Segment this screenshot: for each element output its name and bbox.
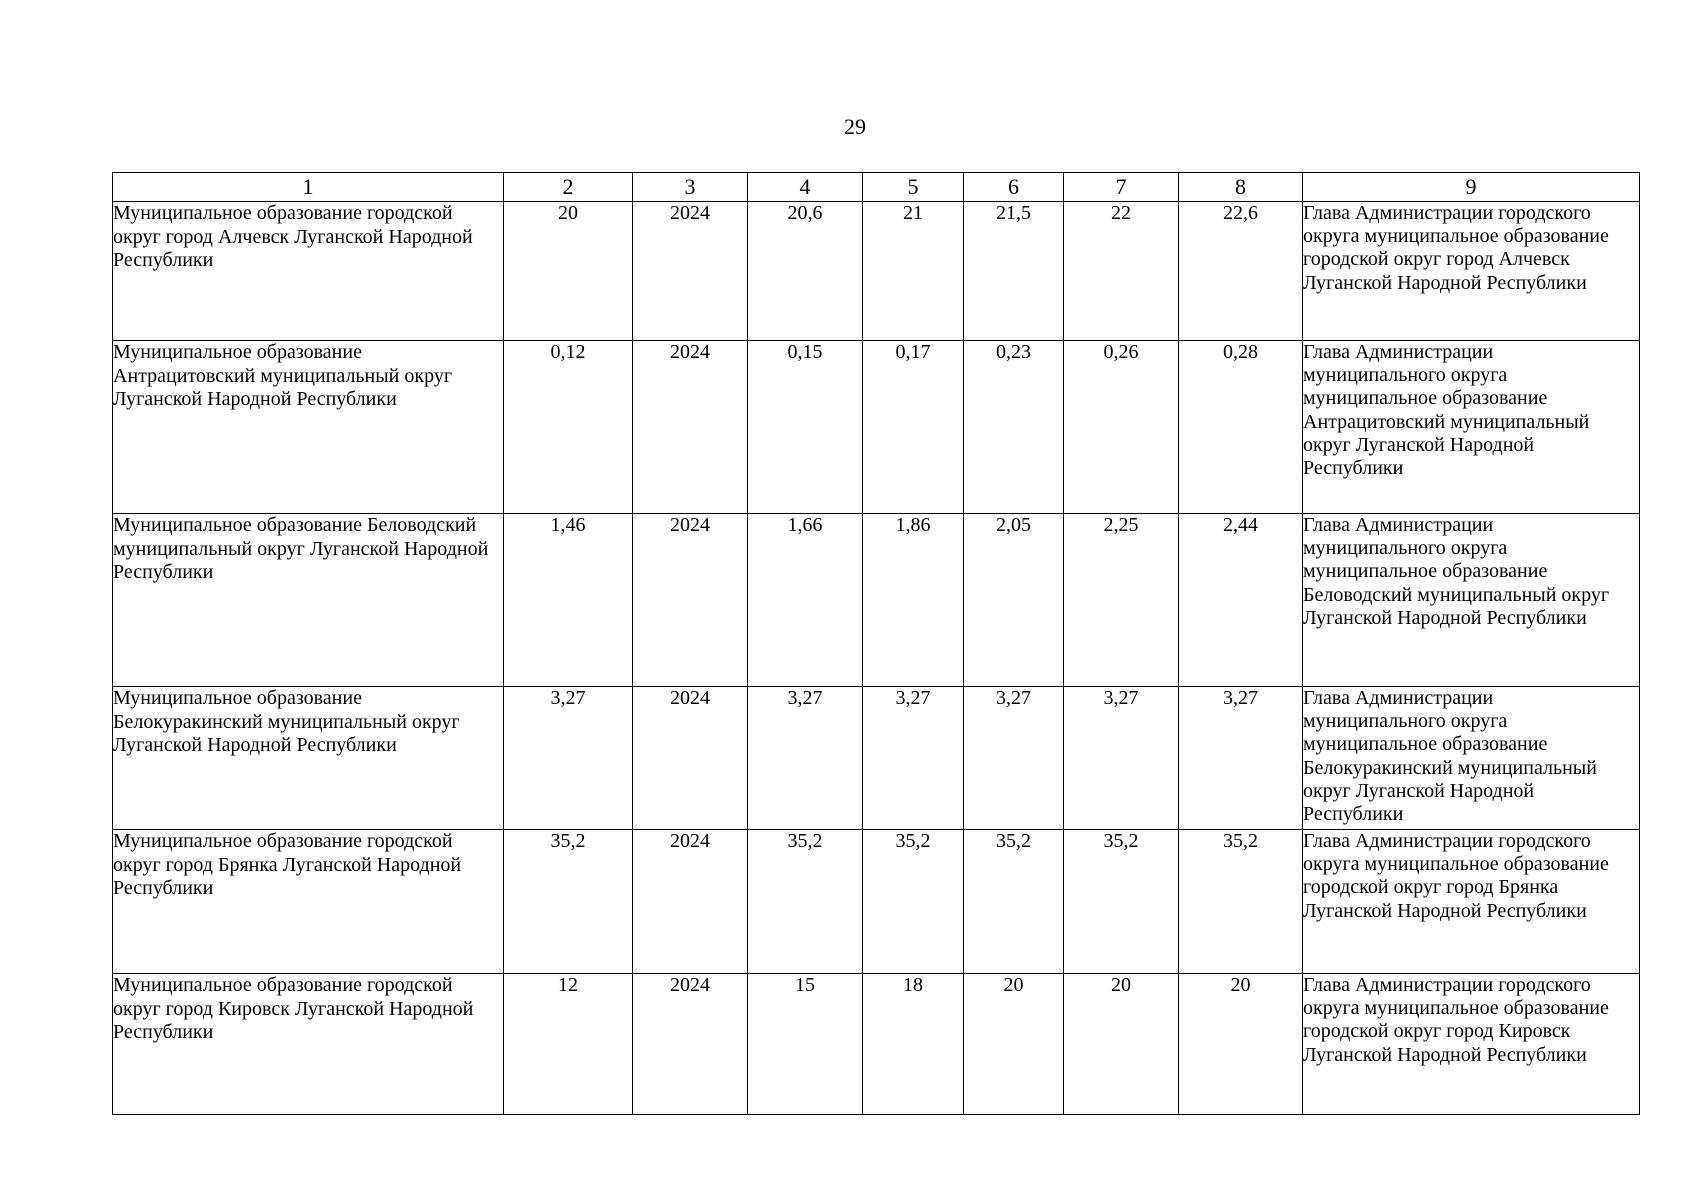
value-cell: 3,27 <box>504 687 633 830</box>
value-cell: 0,28 <box>1179 341 1303 514</box>
table-row <box>113 974 1640 1115</box>
value-cell: 2,25 <box>1064 514 1179 687</box>
column-header: 9 <box>1303 173 1640 202</box>
value-cell: 2024 <box>633 341 748 514</box>
value-cell: 3,27 <box>964 687 1064 830</box>
responsible-cell: Глава Администрации муниципального округа муниципальное образование Антрацитовский муниципальный округ Луганской Народной Республики <box>1303 341 1640 514</box>
value-cell: 20 <box>1179 974 1303 1115</box>
responsible-cell: Глава Администрации городского округа муниципальное образование городской округ город Брянка Луганской Народной Республики <box>1303 830 1640 974</box>
value-cell: 35,2 <box>504 830 633 974</box>
value-cell: 20,6 <box>748 202 863 341</box>
table-row <box>113 830 1640 974</box>
value-cell: 0,23 <box>964 341 1064 514</box>
value-cell: 18 <box>863 974 964 1115</box>
value-cell: 35,2 <box>1179 830 1303 974</box>
value-cell: 3,27 <box>1064 687 1179 830</box>
responsible-cell: Глава Администрации муниципального округа муниципальное образование Белокуракинский муниципальный округ Луганской Народной Республики <box>1303 687 1640 830</box>
column-header: 4 <box>748 173 863 202</box>
value-cell: 1,46 <box>504 514 633 687</box>
column-header: 3 <box>633 173 748 202</box>
value-cell: 20 <box>964 974 1064 1115</box>
value-cell: 20 <box>1064 974 1179 1115</box>
column-header: 8 <box>1179 173 1303 202</box>
value-cell: 3,27 <box>748 687 863 830</box>
value-cell: 2024 <box>633 687 748 830</box>
column-header: 5 <box>863 173 964 202</box>
municipality-name-cell: Муниципальное образование городской округ город Алчевск Луганской Народной Республики <box>113 202 504 341</box>
value-cell: 35,2 <box>1064 830 1179 974</box>
column-header: 1 <box>113 173 504 202</box>
municipality-name-cell: Муниципальное образование Беловодский муниципальный округ Луганской Народной Республики <box>113 514 504 687</box>
value-cell: 1,66 <box>748 514 863 687</box>
responsible-cell: Глава Администрации муниципального округа муниципальное образование Беловодский муниципальный округ Луганской Народной Республики <box>1303 514 1640 687</box>
value-cell: 21 <box>863 202 964 341</box>
value-cell: 2024 <box>633 202 748 341</box>
table-row <box>113 514 1640 687</box>
table-row <box>113 202 1640 341</box>
responsible-cell: Глава Администрации городского округа муниципальное образование городской округ город Кировск Луганской Народной Республики <box>1303 974 1640 1115</box>
value-cell: 20 <box>504 202 633 341</box>
municipality-name-cell: Муниципальное образование Белокуракинский муниципальный округ Луганской Народной Республики <box>113 687 504 830</box>
value-cell: 22,6 <box>1179 202 1303 341</box>
column-header: 7 <box>1064 173 1179 202</box>
value-cell: 3,27 <box>863 687 964 830</box>
municipality-name-cell: Муниципальное образование городской округ город Брянка Луганской Народной Республики <box>113 830 504 974</box>
value-cell: 12 <box>504 974 633 1115</box>
municipality-name-cell: Муниципальное образование Антрацитовский муниципальный округ Луганской Народной Республики <box>113 341 504 514</box>
table-row <box>113 341 1640 514</box>
value-cell: 0,15 <box>748 341 863 514</box>
value-cell: 0,26 <box>1064 341 1179 514</box>
value-cell: 2024 <box>633 514 748 687</box>
header-row <box>113 173 1640 202</box>
value-cell: 35,2 <box>863 830 964 974</box>
value-cell: 2024 <box>633 974 748 1115</box>
value-cell: 22 <box>1064 202 1179 341</box>
value-cell: 2024 <box>633 830 748 974</box>
value-cell: 35,2 <box>748 830 863 974</box>
value-cell: 2,05 <box>964 514 1064 687</box>
value-cell: 35,2 <box>964 830 1064 974</box>
value-cell: 3,27 <box>1179 687 1303 830</box>
value-cell: 0,12 <box>504 341 633 514</box>
value-cell: 21,5 <box>964 202 1064 341</box>
value-cell: 1,86 <box>863 514 964 687</box>
page-number: 29 <box>844 114 866 139</box>
responsible-cell: Глава Администрации городского округа муниципальное образование городской округ город Алчевск Луганской Народной Республики <box>1303 202 1640 341</box>
value-cell: 2,44 <box>1179 514 1303 687</box>
table-row <box>113 687 1640 830</box>
column-header: 2 <box>504 173 633 202</box>
value-cell: 0,17 <box>863 341 964 514</box>
column-header: 6 <box>964 173 1064 202</box>
municipality-name-cell: Муниципальное образование городской округ город Кировск Луганской Народной Республики <box>113 974 504 1115</box>
value-cell: 15 <box>748 974 863 1115</box>
data-table <box>112 172 1640 1115</box>
